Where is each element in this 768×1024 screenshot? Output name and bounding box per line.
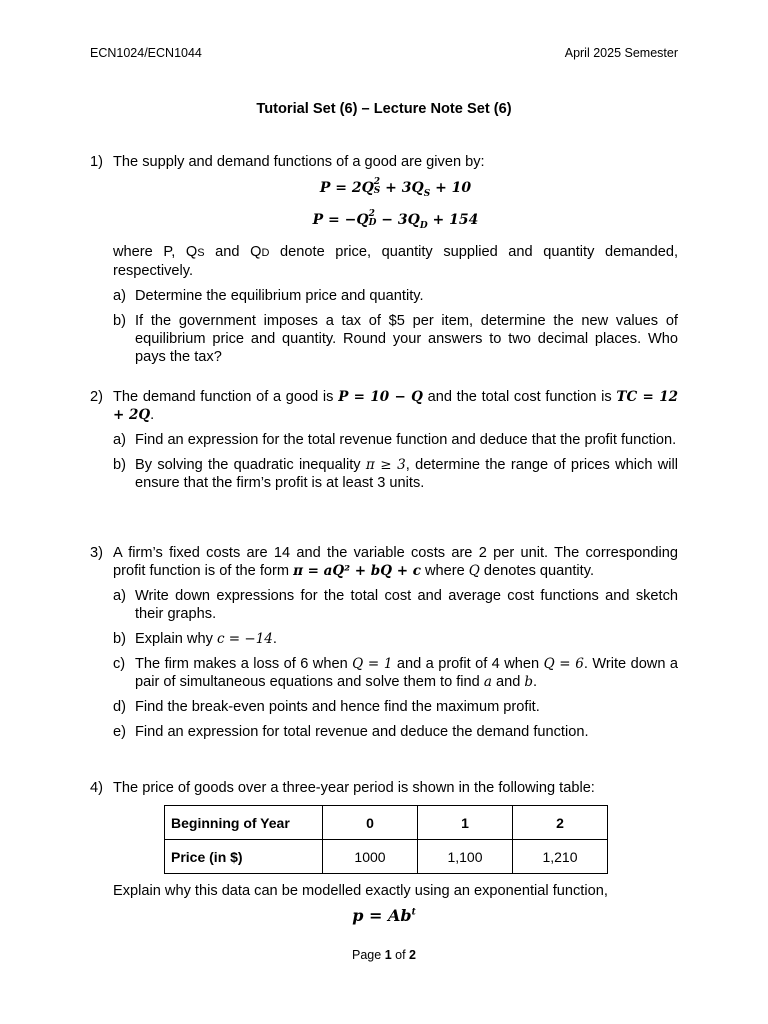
table-row: [165, 806, 608, 840]
page-title: Tutorial Set (6) – Lecture Note Set (6): [256, 101, 512, 117]
question-1: [90, 153, 678, 366]
q3-intro: A firm’s fixed costs are 14 and the variable costs are 2 per unit. The corresponding profit function is of the form π = aQ² + bQ + c where Q denotes quantity.: [113, 545, 678, 579]
course-code: ECN1024/ECN1044: [90, 46, 202, 60]
question-2: [90, 388, 678, 492]
demand-equation: P = −Q 2 D − $3Q_D + 154$: [312, 208, 479, 231]
q1-intro: The supply and demand functions of a good are given by:: [113, 154, 485, 170]
q2-intro: The demand function of a good is P = 10 − Q and the total cost function is TC = 12 + 2Q.: [113, 389, 678, 423]
table-cell: 0: [323, 806, 418, 840]
page-footer: Page 1 of 2: [352, 948, 416, 962]
question-number: 4): [90, 780, 103, 796]
q3-part-d: d) Find the break-even points and hence find the maximum profit.: [113, 699, 540, 715]
q3-part-a: a) Write down expressions for the total cost and average cost functions and sketch their graphs.: [113, 588, 678, 622]
q1-part-a: a) Determine the equilibrium price and quantity.: [113, 287, 424, 304]
table-cell: 1,100: [418, 840, 513, 874]
question-3: [90, 544, 678, 741]
question-number: 3): [90, 545, 103, 561]
q4-explain: Explain why this data can be modelled exactly using an exponential function,: [113, 883, 608, 899]
price-table: [164, 805, 608, 874]
question-4: [90, 779, 678, 797]
table-cell: Price (in $): [165, 840, 323, 874]
exponential-equation: $p = Ab^t$: [352, 906, 416, 925]
q4-intro: The price of goods over a three-year period is shown in the following table:: [113, 780, 595, 796]
q2-part-a: a) Find an expression for the total revenue function and deduce that the profit function.: [113, 432, 677, 448]
q1-part-b: b) If the government imposes a tax of $5 per item, determine the new values of equilibrium price and quantity. Round your answers to two decimal places. Who pays the tax?: [113, 312, 678, 365]
table-row: [165, 840, 608, 874]
q3-part-c: c) The firm makes a loss of 6 when Q = 1 and a profit of 4 when Q = 6. Write down a pair of simultaneous equations and solve them to find a and b.: [113, 656, 679, 690]
q1-where-text: where P, QS and QD denote price, quantity supplied and quantity demanded, respectively.: [113, 243, 679, 279]
q3-part-e: e) Find an expression for total revenue and deduce the demand function.: [113, 724, 589, 740]
question-number: 2): [90, 389, 103, 405]
semester-label: April 2025 Semester: [564, 46, 678, 60]
supply-equation: P = 2Q 2 S + $3Q_S + 10$: [319, 177, 472, 199]
table-cell: 1,210: [513, 840, 608, 874]
q2-part-b: b) By solving the quadratic inequality π ≥ 3, determine the range of prices which will ensure that the firm’s profit is at least 3 units.: [113, 457, 679, 491]
table-cell: 1000: [323, 840, 418, 874]
question-number: 1): [90, 154, 103, 170]
q3-part-b: b) Explain why c = −14.: [113, 631, 277, 647]
table-cell: 2: [513, 806, 608, 840]
table-cell: 1: [418, 806, 513, 840]
table-cell: Beginning of Year: [165, 806, 323, 840]
